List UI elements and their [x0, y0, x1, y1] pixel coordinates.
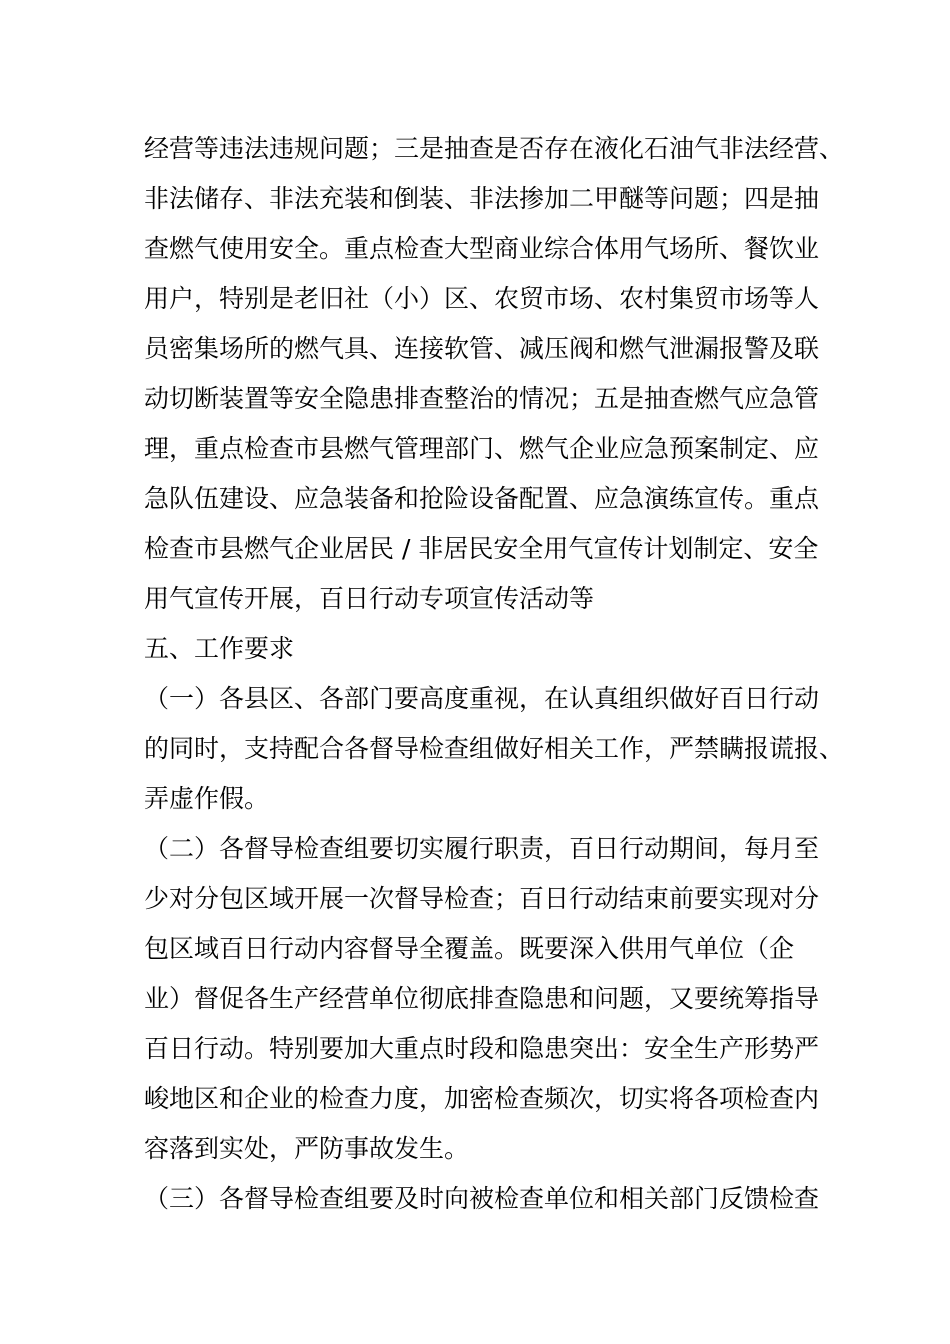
text-line: 弄虚作假。 [144, 784, 270, 813]
text-line: （三）各督导检查组要及时向被检查单位和相关部门反馈检查 [144, 1184, 820, 1213]
text-line: 经营等违法违规问题；三是抽查是否存在液化石油气非法经营、 [144, 134, 845, 163]
text-line: 检查市县燃气企业居民 / 非居民安全用气宣传计划制定、安全 [144, 534, 819, 563]
text-line: 百日行动。特别要加大重点时段和隐患突出：安全生产形势严 [144, 1034, 820, 1063]
text-line: 峻地区和企业的检查力度，加密检查频次，切实将各项检查内 [144, 1084, 820, 1113]
text-line: 理，重点检查市县燃气管理部门、燃气企业应急预案制定、应 [144, 434, 820, 463]
text-line: 非法储存、非法充装和倒装、非法掺加二甲醚等问题；四是抽 [144, 184, 820, 213]
text-line: 的同时，支持配合各督导检查组做好相关工作，严禁瞒报谎报、 [144, 734, 845, 763]
text-line: 包区域百日行动内容督导全覆盖。既要深入供用气单位（企 [144, 934, 795, 963]
text-line: 容落到实处，严防事故发生。 [144, 1134, 470, 1163]
text-line: 员密集场所的燃气具、连接软管、减压阀和燃气泄漏报警及联 [144, 334, 820, 363]
text-line: （一）各县区、各部门要高度重视，在认真组织做好百日行动 [144, 684, 820, 713]
body-text [144, 124, 845, 1224]
text-line: 少对分包区域开展一次督导检查；百日行动结束前要实现对分 [144, 884, 820, 913]
text-line: （二）各督导检查组要切实履行职责，百日行动期间，每月至 [144, 834, 820, 863]
text-line: 业）督促各生产经营单位彻底排查隐患和问题，又要统筹指导 [144, 984, 820, 1013]
text-line: 急队伍建设、应急装备和抢险设备配置、应急演练宣传。重点 [144, 484, 820, 513]
section-heading: 五、工作要求 [144, 634, 295, 663]
text-line: 查燃气使用安全。重点检查大型商业综合体用气场所、餐饮业 [144, 234, 820, 263]
text-line: 用户，特别是老旧社（小）区、农贸市场、农村集贸市场等人 [144, 284, 820, 313]
text-line: 用气宣传开展，百日行动专项宣传活动等 [144, 584, 595, 613]
text-line: 动切断装置等安全隐患排查整治的情况；五是抽查燃气应急管 [144, 384, 820, 413]
